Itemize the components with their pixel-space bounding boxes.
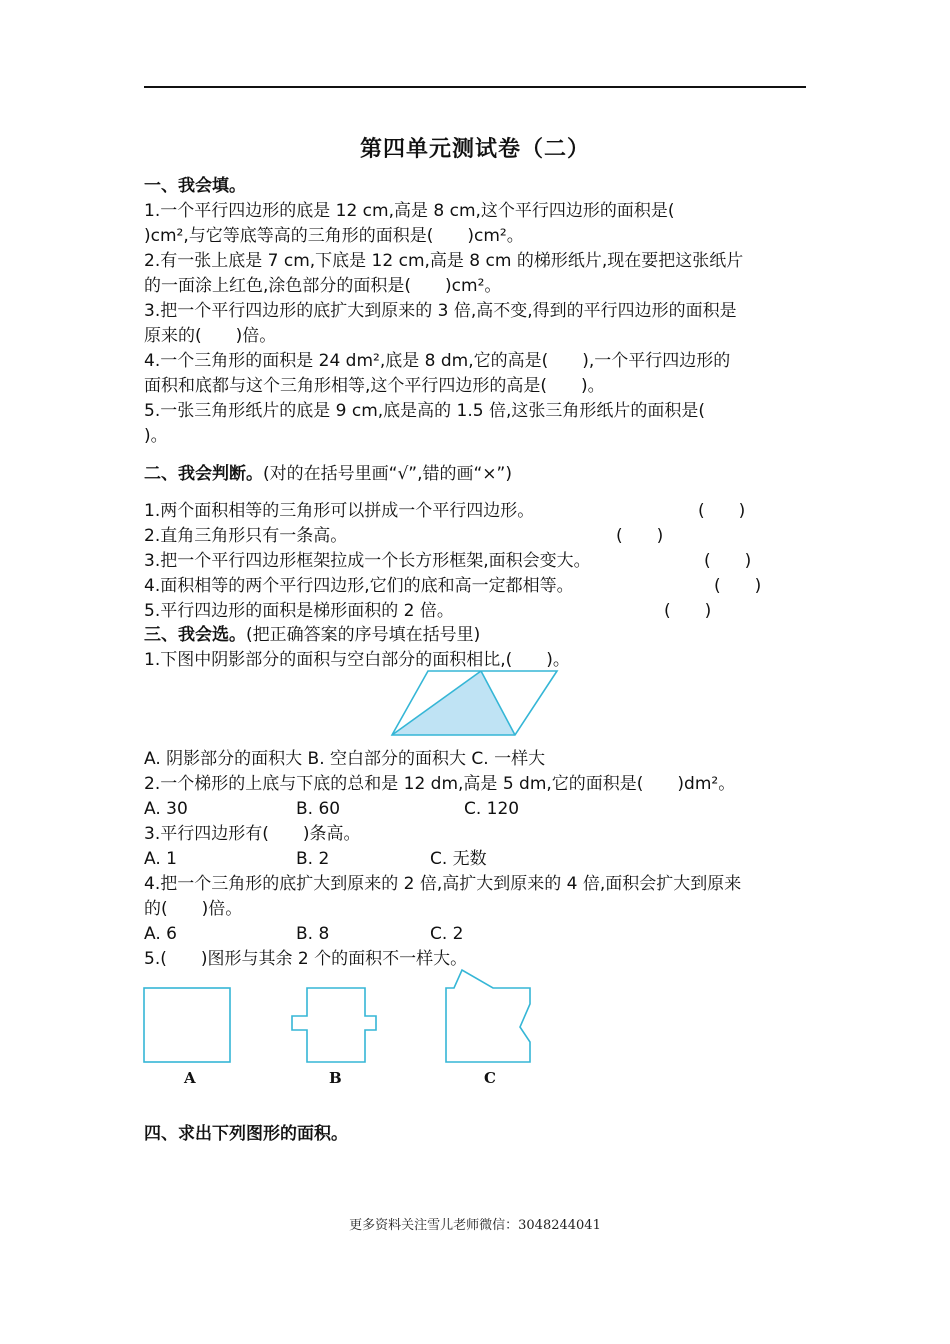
q4-option-c: C. 2 — [430, 924, 464, 944]
s1-line-6: 原来的( )倍。 — [144, 326, 277, 346]
q2-option-a: A. 30 — [144, 799, 188, 819]
section2-note: (对的在括号里画“√”,错的画“×”) — [263, 464, 512, 484]
s1-line-3: 2.有一张上底是 7 cm,下底是 12 cm,高是 8 cm 的梯形纸片,现在要把这张纸片 — [144, 251, 744, 271]
shape-label-a: A — [184, 1069, 196, 1087]
shape-c-notched — [446, 970, 530, 1062]
section3-heading-line — [144, 624, 480, 646]
choice-q2: 2.一个梯形的上底与下底的总和是 12 dm,高是 5 dm,它的面积是( )dm²。 — [144, 774, 736, 794]
judge-bracket-1[interactable]: ( ) — [698, 501, 746, 521]
s1-line-4: 的一面涂上红色,涂色部分的面积是( )cm²。 — [144, 276, 502, 296]
shape-label-b: B — [329, 1069, 342, 1087]
q3-option-b: B. 2 — [296, 849, 330, 869]
section3-note: (把正确答案的序号填在括号里) — [246, 625, 481, 645]
judge-bracket-2[interactable]: ( ) — [616, 526, 664, 546]
shape-a-square — [144, 988, 230, 1062]
section3-heading: 三、我会选。 — [144, 625, 246, 645]
section1-heading: 一、我会填。 — [144, 176, 246, 196]
footer-note: 更多资料关注雪儿老师微信：3048244041 — [349, 1218, 601, 1233]
q4-option-a: A. 6 — [144, 924, 177, 944]
header-rule — [144, 86, 806, 88]
choice-q5: 5.( )图形与其余 2 个的面积不一样大。 — [144, 949, 468, 969]
parallelogram-figure — [388, 668, 563, 738]
q2-option-b: B. 60 — [296, 799, 341, 819]
s1-line-2: )cm²,与它等底等高的三角形的面积是( )cm²。 — [144, 226, 524, 246]
s1-line-9: 5.一张三角形纸片的底是 9 cm,底是高的 1.5 倍,这张三角形纸片的面积是( — [144, 401, 706, 421]
choice-q1: 1.下图中阴影部分的面积与空白部分的面积相比,( )。 — [144, 650, 570, 670]
q3-option-a: A. 1 — [144, 849, 177, 869]
shape-label-c: C — [484, 1069, 496, 1087]
judge-item-5: 5.平行四边形的面积是梯形面积的 2 倍。 — [144, 601, 454, 621]
area-shapes-figure — [140, 968, 540, 1068]
choice-q3: 3.平行四边形有( )条高。 — [144, 824, 361, 844]
choice-q4-line1: 4.把一个三角形的底扩大到原来的 2 倍,高扩大到原来的 4 倍,面积会扩大到原来 — [144, 874, 742, 894]
page-title: 第四单元测试卷（二） — [359, 136, 590, 162]
s1-line-7: 4.一个三角形的面积是 24 dm²,底是 8 dm,它的高是( ),一个平行四边形的 — [144, 351, 731, 371]
judge-item-2: 2.直角三角形只有一条高。 — [144, 526, 348, 546]
s1-line-8: 面积和底都与这个三角形相等,这个平行四边形的高是( )。 — [144, 376, 605, 396]
shape-b-notched — [292, 988, 376, 1062]
judge-item-4: 4.面积相等的两个平行四边形,它们的底和高一定都相等。 — [144, 576, 574, 596]
s1-line-1: 1.一个平行四边形的底是 12 cm,高是 8 cm,这个平行四边形的面积是( — [144, 201, 675, 221]
s1-line-5: 3.把一个平行四边形的底扩大到原来的 3 倍,高不变,得到的平行四边形的面积是 — [144, 301, 737, 321]
q3-option-c: C. 无数 — [430, 849, 487, 869]
section4-heading: 四、求出下列图形的面积。 — [144, 1124, 348, 1144]
judge-item-3: 3.把一个平行四边形框架拉成一个长方形框架,面积会变大。 — [144, 551, 591, 571]
judge-bracket-4[interactable]: ( ) — [714, 576, 762, 596]
judge-bracket-5[interactable]: ( ) — [664, 601, 712, 621]
q4-option-b: B. 8 — [296, 924, 330, 944]
section2-heading: 二、我会判断。 — [144, 464, 263, 484]
judge-item-1: 1.两个面积相等的三角形可以拼成一个平行四边形。 — [144, 501, 535, 521]
choice-q1-options: A. 阴影部分的面积大 B. 空白部分的面积大 C. 一样大 — [144, 749, 546, 769]
section2-heading-line — [144, 463, 512, 485]
judge-bracket-3[interactable]: ( ) — [704, 551, 752, 571]
s1-line-10: )。 — [144, 426, 168, 446]
q2-option-c: C. 120 — [464, 799, 520, 819]
choice-q4-line2: 的( )倍。 — [144, 899, 243, 919]
